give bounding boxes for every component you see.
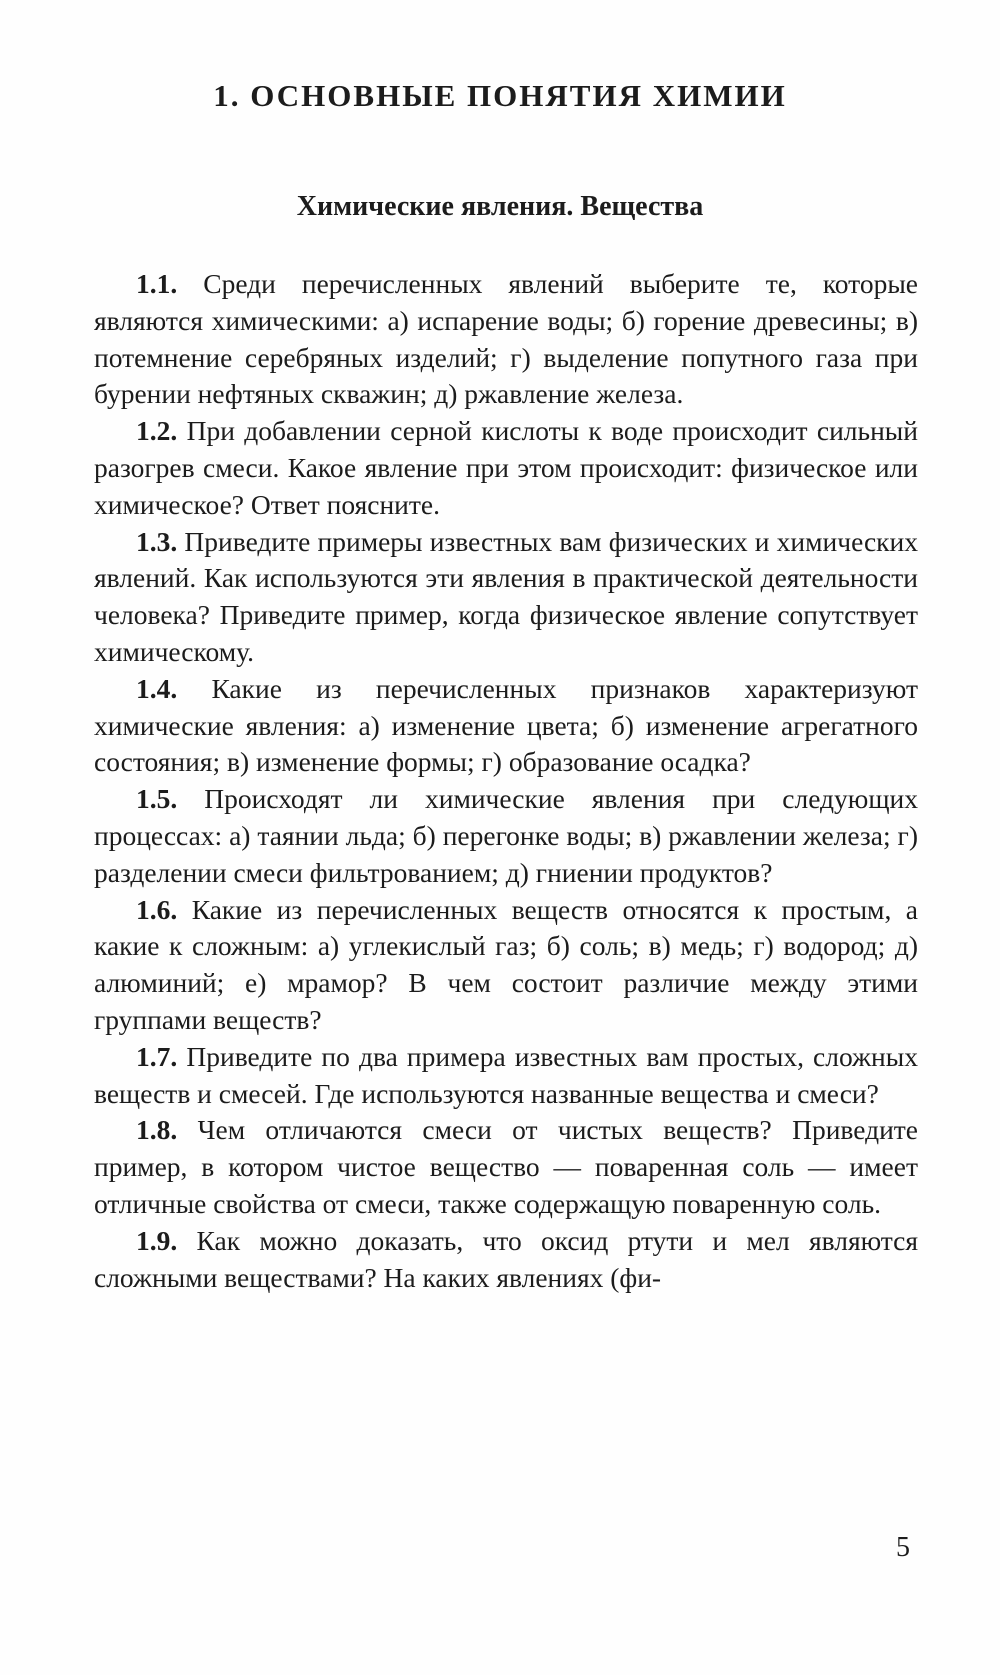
problem-text: Какие из перечисленных признаков характеризуют химические явления: а) изменение цвета; б) изменение агрегатного состояния; в) изменение формы; г) образование осадка? (94, 672, 918, 778)
problem-text: Как можно доказать, что оксид ртути и мел являются сложными веществами? На каких явлениях (фи- (94, 1224, 918, 1293)
page-number: 5 (896, 1532, 910, 1563)
problem-1-2 (94, 413, 918, 523)
problem-1-3 (94, 524, 918, 671)
problem-number: 1.5. (136, 783, 178, 815)
problem-1-9 (94, 1223, 918, 1297)
problem-number: 1.4. (136, 672, 178, 704)
problem-text: Какие из перечисленных веществ относятся к простым, а какие к сложным: а) углекислый газ; б) соль; в) медь; г) водород; д) алюминий; е) мрамор? В чем состоит различие между этими группами веществ? (94, 893, 918, 1035)
section-title: Химические явления. Вещества (296, 191, 704, 222)
problem-number: 1.1. (136, 268, 178, 299)
problem-text: Приведите по два примера известных вам простых, сложных веществ и смесей. Где используются названные вещества и смеси? (94, 1040, 918, 1109)
chapter-title: 1. ОСНОВНЫЕ ПОНЯТИЯ ХИМИИ (213, 78, 787, 113)
problem-text: При добавлении серной кислоты к воде происходит сильный разогрев смеси. Какое явление при этом происходит: физическое или химическое? Ответ поясните. (94, 415, 918, 520)
problem-number: 1.3. (136, 525, 178, 557)
problem-number: 1.9. (136, 1224, 178, 1256)
problem-number: 1.6. (136, 893, 178, 925)
problem-text: Приведите примеры известных вам физических и химических явлений. Как используются эти явления в практической деятельности человека? Приведите пример, когда физическое явление сопутствует химическому. (94, 525, 919, 667)
problem-text: Происходят ли химические явления при следующих процессах: а) таянии льда; б) перегонке воды; в) ржавлении железа; г) разделении смеси фильтрованием; д) гниении продуктов? (94, 783, 918, 888)
problem-1-6 (94, 892, 918, 1039)
problem-1-5 (94, 781, 918, 891)
problem-text: Чем отличаются смеси от чистых веществ? Приведите пример, в котором чистое вещество — поваренная соль — имеет отличные свойства от смеси, также содержащую поваренную соль. (94, 1114, 919, 1219)
problem-list (94, 266, 918, 1296)
problem-number: 1.8. (136, 1114, 178, 1146)
problem-1-8 (94, 1112, 918, 1222)
problem-1-7 (94, 1039, 918, 1113)
problem-number: 1.2. (136, 415, 178, 447)
problem-1-4 (94, 671, 918, 781)
problem-text: Среди перечисленных явлений выберите те, которые являются химическими: а) испарение воды; б) горение древесины; в) потемнение серебряных изделий; г) выделение попутного газа при бурении нефтяных скважин; д) ржавление железа. (94, 268, 919, 410)
problem-1-1 (94, 266, 918, 413)
problem-number: 1.7. (136, 1040, 178, 1072)
